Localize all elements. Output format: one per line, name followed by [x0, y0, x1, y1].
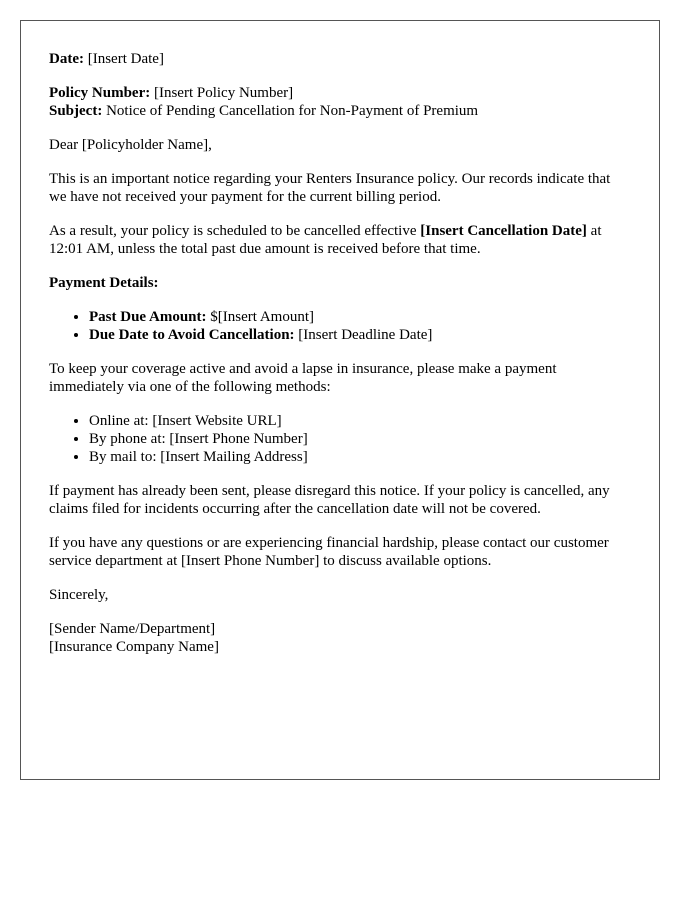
disregard-paragraph: If payment has already been sent, please disregard this notice. If your policy is cancelled, any claims filed for incidents occurring after the cancellation date will not be covered. — [49, 483, 610, 517]
past-due-label: Past Due Amount: — [89, 309, 207, 325]
policy-number-label: Policy Number: — [49, 85, 151, 101]
list-item: • By mail to: [Insert Mailing Address] — [89, 448, 631, 466]
cancellation-text-after: at 12:01 AM, unless the total past due amount is received before that time. — [49, 223, 602, 257]
date-value: [Insert Date] — [87, 51, 164, 67]
methods-paragraph: To keep your coverage active and avoid a lapse in insurance, please make a payment immediately via one of the following methods: — [49, 361, 557, 395]
due-date-value: [Insert Deadline Date] — [294, 327, 433, 343]
reference-block — [49, 84, 631, 120]
closing: Sincerely, — [49, 587, 109, 603]
contact-paragraph: If you have any questions or are experiencing financial hardship, please contact our customer service department at [Insert Phone Number] to discuss available options. — [49, 535, 609, 569]
company-name: [Insurance Company Name] — [49, 639, 219, 655]
list-item — [89, 326, 631, 344]
subject-value: Notice of Pending Cancellation for Non-Payment of Premium — [106, 103, 479, 119]
policy-number-value: [Insert Policy Number] — [153, 85, 294, 101]
sender-name: [Sender Name/Department] — [49, 621, 216, 637]
cancellation-text-before: As a result, your policy is scheduled to be cancelled effective — [49, 223, 421, 239]
payment-details-heading — [49, 274, 631, 292]
cancellation-date: [Insert Cancellation Date] — [420, 223, 587, 239]
signature-block — [49, 620, 631, 656]
subject-line — [49, 102, 631, 120]
payment-details-heading-text: Payment Details: — [49, 275, 159, 291]
payment-details-list — [49, 308, 631, 344]
due-date-label: Due Date to Avoid Cancellation: — [89, 327, 295, 343]
policy-number-line — [49, 84, 631, 102]
past-due-value: $[Insert Amount] — [206, 309, 314, 325]
cancellation-paragraph — [49, 222, 631, 258]
list-item: • By phone at: [Insert Phone Number] — [89, 430, 631, 448]
date-line — [49, 50, 631, 68]
letter-page — [20, 20, 660, 780]
salutation: Dear [Policyholder Name], — [49, 137, 212, 153]
date-label: Date: — [49, 51, 84, 67]
list-item — [89, 308, 631, 326]
subject-label: Subject: — [49, 103, 103, 119]
list-item: • Online at: [Insert Website URL] — [89, 412, 631, 430]
payment-methods-list — [49, 412, 631, 466]
intro-paragraph: This is an important notice regarding your Renters Insurance policy. Our records indicate that we have not received your payment for the current billing period. — [49, 171, 611, 205]
